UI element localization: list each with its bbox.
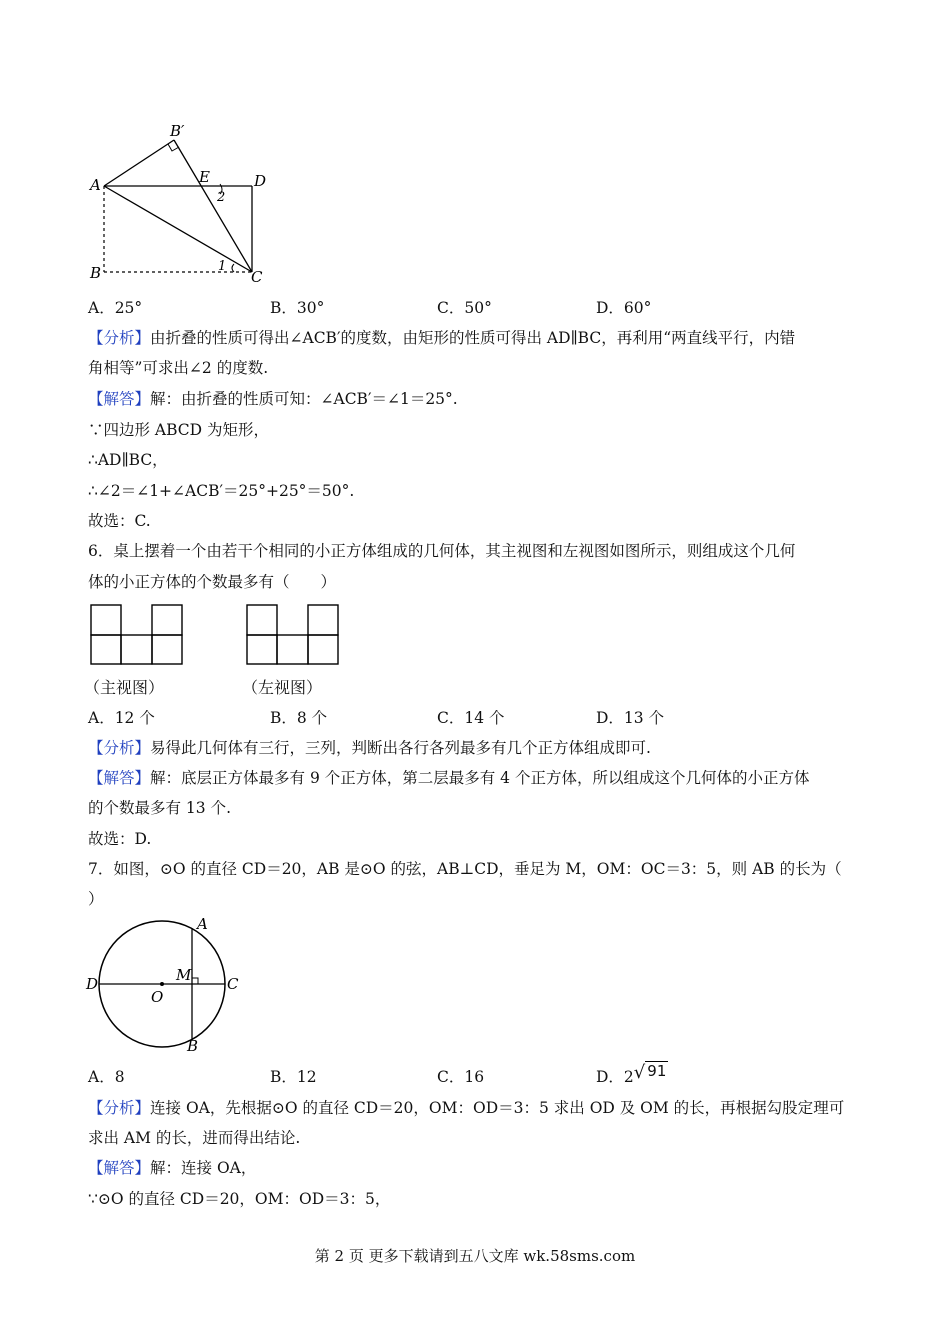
label-D: D (254, 172, 267, 190)
q6-option-a: A．12 个 (88, 709, 155, 727)
q5-option-b: B．30° (270, 299, 325, 317)
q6-option-c: C．14 个 (437, 709, 505, 727)
q5-figure (84, 118, 284, 288)
q7-stem-line1: 7．如图，⊙O 的直径 CD＝20，AB 是⊙O 的弦，AB⊥CD，垂足为 M，OM：OC＝3：5，则 AB 的长为（ (88, 860, 842, 878)
q6-front-caption: （主视图） (84, 678, 165, 697)
q6-answer-line1: 【解答】解：底层正方体最多有 9 个正方体，第二层最多有 4 个正方体，所以组成这个几何体的小正方体 (88, 769, 810, 787)
segment-AC (104, 186, 252, 272)
label-B: B (90, 264, 102, 282)
label-1: 1 (218, 259, 227, 274)
q7-line2: ∵⊙O 的直径 CD＝20，OM：OD＝3：5， (88, 1190, 391, 1208)
label-O: O (151, 988, 164, 1006)
q7-option-d: D．2√ 91 (596, 1062, 667, 1086)
q6-answer-line2: 的个数最多有 13 个. (88, 799, 232, 817)
q5-analysis-line1: 【分析】由折叠的性质可得出∠ACB′的度数，由矩形的性质可得出 AD∥BC，再利用“两直线平行，内错 (88, 329, 796, 347)
q6-left-caption: （左视图） (242, 678, 323, 697)
label-2: 2 (217, 190, 226, 205)
segment-B-prime-C (174, 140, 252, 272)
analysis-tag: 【分析】 (88, 1099, 151, 1117)
q6-option-d: D．13 个 (596, 709, 665, 727)
q5-line2: ∵四边形 ABCD 为矩形， (88, 421, 270, 439)
segment-AB-prime (104, 140, 174, 186)
q5-option-d: D．60° (596, 299, 652, 317)
analysis-tag: 【分析】 (88, 329, 151, 347)
label-A: A (197, 915, 208, 933)
label-M: M (176, 966, 192, 984)
answer-tag: 【解答】 (88, 1159, 151, 1177)
q7-analysis-line2: 求出 AM 的长，进而得出结论. (88, 1129, 301, 1147)
q6-stem-line2: 体的小正方体的个数最多有（ ） (88, 573, 337, 591)
answer-tag: 【解答】 (88, 390, 151, 408)
q6-choice: 故选：D. (88, 830, 152, 848)
angle-1-arc (232, 264, 234, 272)
q5-option-a: A．25° (88, 299, 143, 317)
q7-option-a: A．8 (88, 1068, 125, 1086)
page-footer: 第 2 页 更多下载请到五八文库 wk.58sms.com (314, 1247, 636, 1265)
q7-option-b: B．12 (270, 1068, 317, 1086)
q5-line3: ∴AD∥BC， (88, 451, 168, 469)
q5-option-c: C．50° (437, 299, 492, 317)
q6-left-view (246, 604, 340, 666)
label-A: A (90, 176, 101, 194)
label-B-prime: B′ (170, 122, 185, 140)
label-B: B (187, 1037, 199, 1055)
q7-option-c: C．16 (437, 1068, 485, 1086)
q5-choice: 故选：C. (88, 512, 151, 530)
label-C: C (251, 268, 263, 286)
radicand: 91 (647, 1062, 667, 1080)
sqrt-sign: √ (633, 1062, 646, 1083)
label-D: D (86, 975, 99, 993)
q7-stem-line2: ） (88, 890, 104, 908)
q7-analysis-line1: 【分析】连接 OA，先根据⊙O 的直径 CD＝20，OM：OD＝3：5 求出 OD 及 OM 的长，再根据勾股定理可 (88, 1099, 845, 1117)
center-point (160, 982, 164, 986)
q7-answer-line1: 【解答】解：连接 OA， (88, 1159, 257, 1177)
q5-analysis-line2: 角相等”可求出∠2 的度数. (88, 359, 269, 377)
right-angle-mark (192, 978, 198, 984)
analysis-tag: 【分析】 (88, 739, 151, 757)
q6-stem-line1: 6．桌上摆着一个由若干个相同的小正方体组成的几何体，其主视图和左视图如图所示，则组成这个几何 (88, 542, 796, 560)
q6-front-view (90, 604, 184, 666)
q7-figure (84, 914, 244, 1056)
q5-answer-line1: 【解答】解：由折叠的性质可知：∠ACB′＝∠1＝25°. (88, 390, 458, 408)
q5-line4: ∴∠2＝∠1+∠ACB′＝25°+25°＝50°. (88, 482, 355, 500)
label-C: C (227, 975, 239, 993)
label-E: E (199, 168, 210, 186)
q6-option-b: B．8 个 (270, 709, 328, 727)
answer-tag: 【解答】 (88, 769, 151, 787)
q6-analysis: 【分析】易得此几何体有三行，三列，判断出各行各列最多有几个正方体组成即可. (88, 739, 651, 757)
